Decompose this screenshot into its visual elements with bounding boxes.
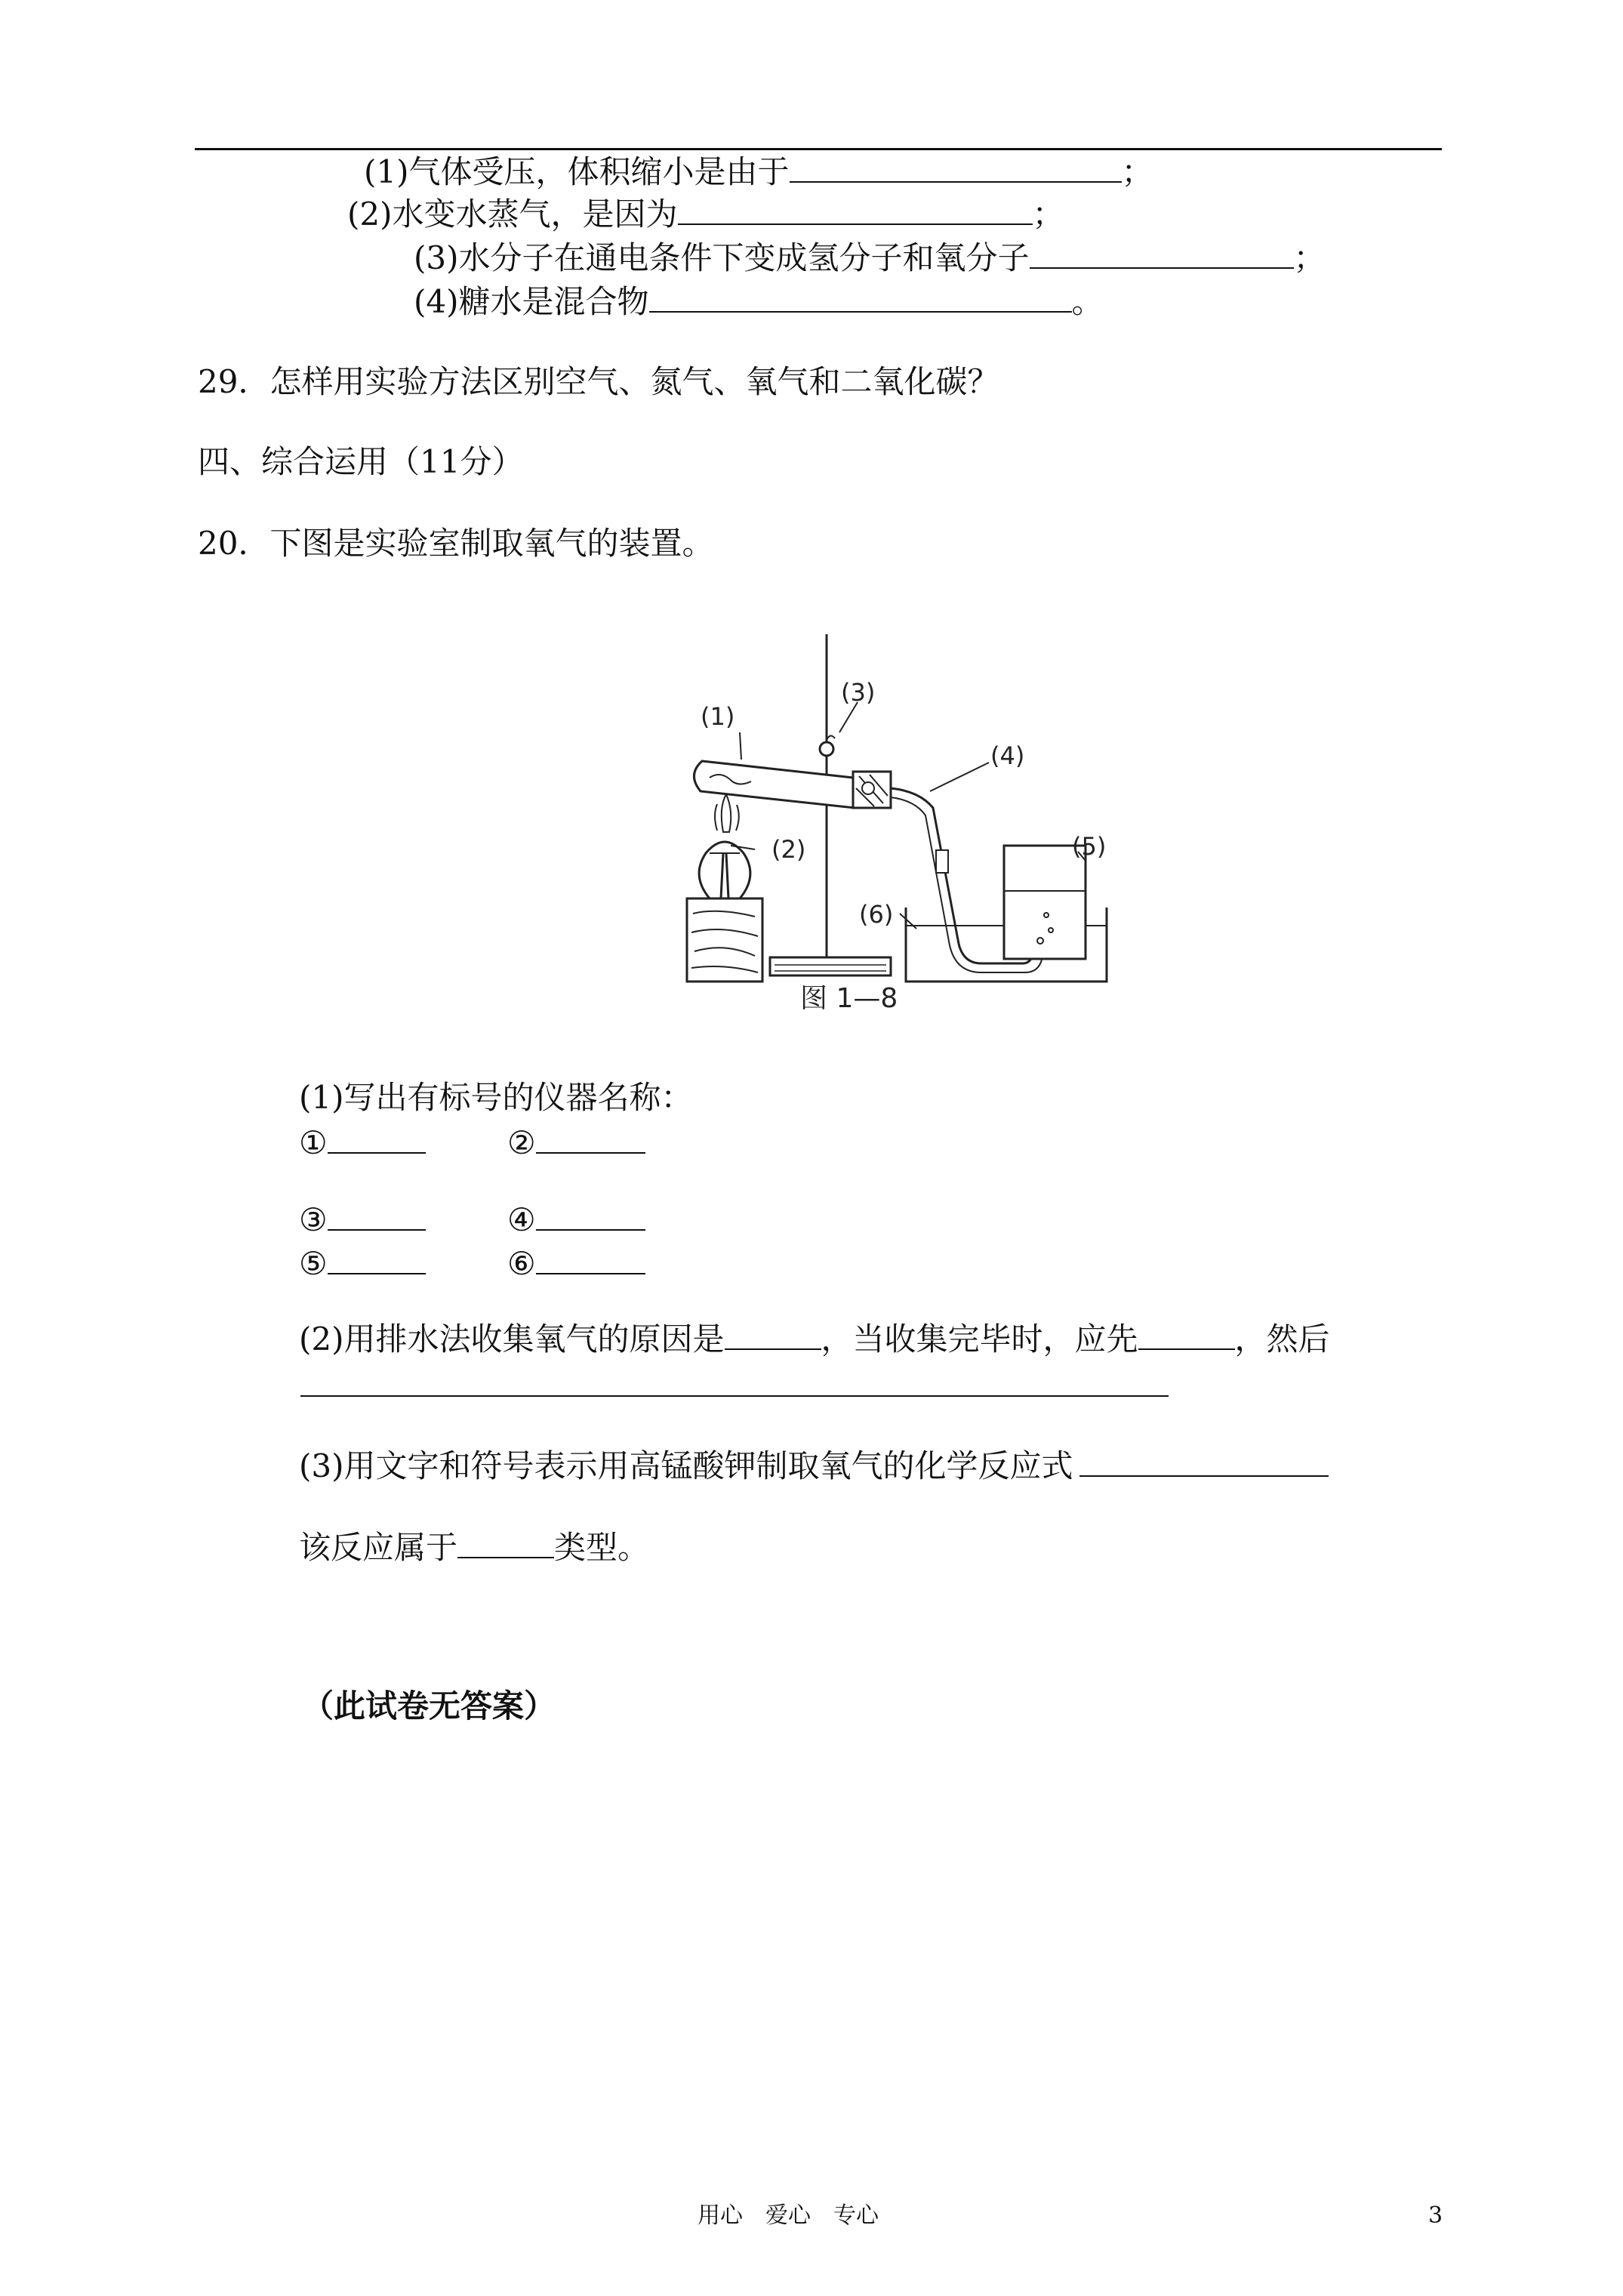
figure-label: (6)	[859, 900, 894, 929]
instrument-2	[507, 1123, 645, 1163]
figure-caption: 图 1—8	[800, 983, 898, 1014]
answer-blank[interactable]	[536, 1125, 645, 1154]
header-rule	[195, 148, 1442, 150]
answer-blank[interactable]	[328, 1202, 426, 1231]
figure-label: (2)	[771, 835, 806, 864]
answer-blank[interactable]	[1030, 240, 1294, 269]
circled-mark: ⑤	[299, 1245, 328, 1282]
instrument-1	[299, 1123, 426, 1163]
question-20-stem: 20．下图是实验室制取氧气的装置。	[198, 525, 714, 562]
page-number: 3	[1428, 2202, 1443, 2229]
q28-item-2-text: (2)水变水蒸气，是因为	[347, 196, 678, 233]
instrument-4	[507, 1200, 645, 1240]
answer-blank[interactable]	[457, 1530, 554, 1558]
q28-item-3-end: ；	[1293, 239, 1326, 276]
answer-blank[interactable]	[328, 1125, 426, 1154]
circled-mark: ①	[299, 1124, 328, 1161]
q28-item-3	[414, 239, 1326, 278]
q28-item-4	[414, 282, 1104, 322]
circled-mark: ③	[299, 1201, 328, 1238]
answer-blank[interactable]	[1138, 1321, 1235, 1350]
no-answer-note: （此试卷无答案）	[302, 1687, 556, 1724]
answer-blank[interactable]	[536, 1202, 645, 1231]
part-2	[299, 1320, 1330, 1359]
part-2-text-b: ，当收集完毕时，应先	[821, 1321, 1138, 1358]
answer-blank[interactable]	[536, 1246, 645, 1274]
answer-blank[interactable]	[678, 196, 1033, 225]
section-heading: 四、综合运用（11分）	[198, 443, 524, 480]
part-1-title: (1)写出有标号的仪器名称：	[299, 1079, 693, 1116]
q28-item-1-text: (1)气体受压，体积缩小是由于	[364, 153, 790, 190]
answer-blank[interactable]	[790, 154, 1122, 183]
figure-label: (5)	[1072, 832, 1107, 861]
question-29: 29．怎样用实验方法区别空气、氮气、氧气和二氧化碳？	[198, 363, 999, 400]
part-3-text: (3)用文字和符号表示用高锰酸钾制取氧气的化学反应式	[299, 1447, 1073, 1484]
figure-label: (4)	[990, 741, 1025, 770]
circled-mark: ⑥	[507, 1245, 536, 1282]
oxygen-apparatus-figure	[679, 627, 1117, 1019]
part-3-line-2-text-b: 类型。	[554, 1529, 650, 1566]
alcohol-lamp	[699, 794, 750, 898]
circled-mark: ④	[507, 1201, 536, 1238]
footer-slogan: 用心 爱心 专心	[698, 2202, 879, 2229]
q28-item-2	[347, 195, 1064, 234]
q28-item-1	[364, 153, 1153, 192]
answer-line[interactable]	[300, 1395, 1169, 1397]
answer-blank[interactable]	[1079, 1448, 1329, 1477]
figure-label: (3)	[841, 678, 876, 707]
answer-blank[interactable]	[725, 1321, 821, 1350]
gas-collecting-bottle	[1004, 846, 1086, 959]
q28-item-1-end: ；	[1121, 153, 1153, 190]
part-2-text-c: ，然后	[1234, 1321, 1330, 1358]
answer-blank[interactable]	[328, 1246, 426, 1274]
instrument-3	[299, 1200, 426, 1240]
instrument-6	[507, 1244, 645, 1284]
part-3-line-2	[299, 1528, 649, 1567]
circled-mark: ②	[507, 1124, 536, 1161]
q28-item-2-end: ；	[1032, 196, 1064, 233]
q28-item-4-text: (4)糖水是混合物	[414, 283, 649, 320]
q28-item-3-text: (3)水分子在通电条件下变成氢分子和氧分子	[414, 239, 1030, 276]
instrument-5	[299, 1244, 426, 1284]
part-3-line-2-text-a: 该反应属于	[299, 1529, 458, 1566]
figure-label: (1)	[701, 702, 735, 731]
wooden-block	[687, 898, 762, 982]
answer-blank[interactable]	[649, 284, 1072, 313]
part-3	[299, 1447, 1329, 1486]
part-2-text-a: (2)用排水法收集氧气的原因是	[299, 1321, 725, 1358]
q28-item-4-end: 。	[1071, 283, 1104, 320]
